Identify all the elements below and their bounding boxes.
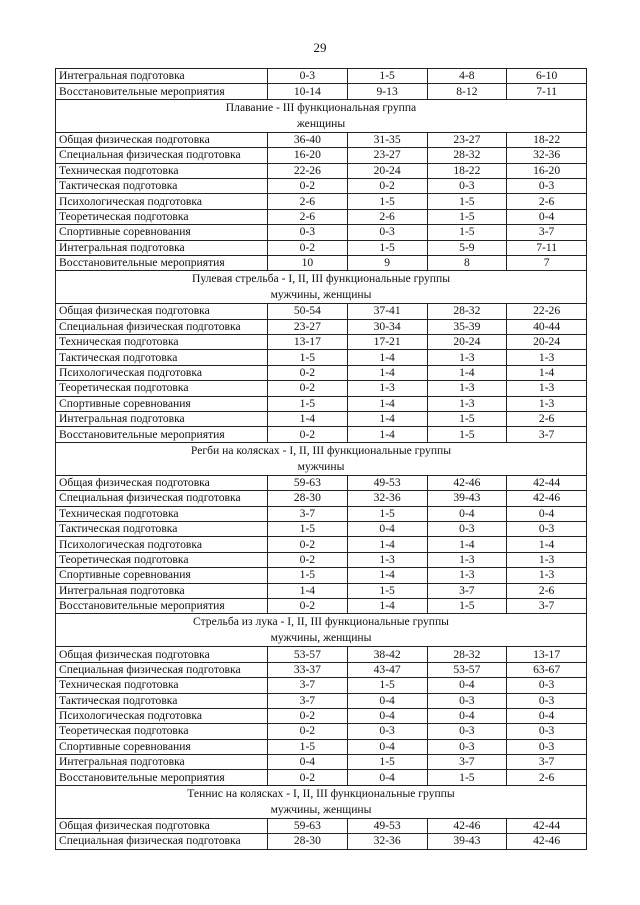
value-cell: 0-2 bbox=[268, 770, 348, 785]
value-cell: 1-5 bbox=[268, 521, 348, 536]
training-type-cell: Восстановительные мероприятия bbox=[56, 598, 268, 613]
value-cell: 39-43 bbox=[427, 491, 507, 506]
table-row bbox=[56, 240, 587, 255]
table-row bbox=[56, 255, 587, 270]
value-cell: 1-3 bbox=[507, 396, 587, 411]
table-row bbox=[56, 427, 587, 442]
training-type-cell: Специальная физическая подготовка bbox=[56, 834, 268, 849]
value-cell: 5-9 bbox=[427, 240, 507, 255]
value-cell: 0-4 bbox=[427, 678, 507, 693]
table-row bbox=[56, 412, 587, 427]
section-header-cell bbox=[56, 785, 587, 818]
value-cell: 59-63 bbox=[268, 475, 348, 490]
value-cell: 13-17 bbox=[268, 335, 348, 350]
value-cell: 3-7 bbox=[427, 583, 507, 598]
value-cell: 16-20 bbox=[507, 163, 587, 178]
value-cell: 0-2 bbox=[268, 708, 348, 723]
value-cell: 2-6 bbox=[268, 209, 348, 224]
value-cell: 7-11 bbox=[507, 84, 587, 99]
table-row bbox=[56, 365, 587, 380]
value-cell: 8 bbox=[427, 255, 507, 270]
table-row bbox=[56, 678, 587, 693]
training-type-cell: Общая физическая подготовка bbox=[56, 647, 268, 662]
table-row bbox=[56, 647, 587, 662]
training-type-cell: Теоретическая подготовка bbox=[56, 381, 268, 396]
training-type-cell: Техническая подготовка bbox=[56, 163, 268, 178]
value-cell: 0-4 bbox=[507, 708, 587, 723]
table-row bbox=[56, 304, 587, 319]
value-cell: 1-3 bbox=[427, 381, 507, 396]
training-type-cell: Интегральная подготовка bbox=[56, 755, 268, 770]
value-cell: 1-4 bbox=[347, 537, 427, 552]
value-cell: 17-21 bbox=[347, 335, 427, 350]
training-type-cell: Тактическая подготовка bbox=[56, 178, 268, 193]
value-cell: 42-44 bbox=[507, 475, 587, 490]
value-cell: 1-3 bbox=[427, 552, 507, 567]
table-row bbox=[56, 834, 587, 849]
value-cell: 9 bbox=[347, 255, 427, 270]
value-cell: 0-4 bbox=[427, 506, 507, 521]
training-type-cell: Специальная физическая подготовка bbox=[56, 662, 268, 677]
value-cell: 0-3 bbox=[507, 521, 587, 536]
training-type-cell: Психологическая подготовка bbox=[56, 537, 268, 552]
training-type-cell: Техническая подготовка bbox=[56, 678, 268, 693]
value-cell: 0-3 bbox=[507, 178, 587, 193]
value-cell: 1-4 bbox=[347, 568, 427, 583]
section-title-line: Стрельба из лука - I, II, III функциональные группы bbox=[193, 615, 449, 629]
table-row bbox=[56, 770, 587, 785]
value-cell: 37-41 bbox=[347, 304, 427, 319]
value-cell: 0-3 bbox=[507, 739, 587, 754]
value-cell: 22-26 bbox=[507, 304, 587, 319]
section-header-cell bbox=[56, 614, 587, 647]
value-cell: 0-4 bbox=[347, 693, 427, 708]
training-type-cell: Психологическая подготовка bbox=[56, 194, 268, 209]
table-row bbox=[56, 708, 587, 723]
value-cell: 0-3 bbox=[427, 739, 507, 754]
value-cell: 43-47 bbox=[347, 662, 427, 677]
value-cell: 2-6 bbox=[507, 194, 587, 209]
table-row bbox=[56, 194, 587, 209]
section-header-row bbox=[56, 614, 587, 647]
value-cell: 0-2 bbox=[268, 178, 348, 193]
section-title-line: Регби на колясках - I, II, III функциональные группы bbox=[190, 443, 452, 457]
value-cell: 10 bbox=[268, 255, 348, 270]
value-cell: 2-6 bbox=[507, 583, 587, 598]
value-cell: 33-37 bbox=[268, 662, 348, 677]
table-row bbox=[56, 491, 587, 506]
value-cell: 1-5 bbox=[268, 739, 348, 754]
training-type-cell: Интегральная подготовка bbox=[56, 583, 268, 598]
value-cell: 3-7 bbox=[507, 427, 587, 442]
value-cell: 23-27 bbox=[268, 319, 348, 334]
section-title-line: мужчины, женщины bbox=[270, 288, 372, 302]
table-row bbox=[56, 552, 587, 567]
value-cell: 3-7 bbox=[268, 693, 348, 708]
value-cell: 3-7 bbox=[427, 755, 507, 770]
table-row bbox=[56, 84, 587, 99]
training-type-cell: Восстановительные мероприятия bbox=[56, 84, 268, 99]
value-cell: 1-3 bbox=[427, 568, 507, 583]
value-cell: 4-8 bbox=[427, 69, 507, 84]
training-type-cell: Спортивные соревнования bbox=[56, 568, 268, 583]
table-row bbox=[56, 148, 587, 163]
value-cell: 1-3 bbox=[427, 396, 507, 411]
value-cell: 1-4 bbox=[347, 396, 427, 411]
value-cell: 1-3 bbox=[507, 552, 587, 567]
value-cell: 0-2 bbox=[347, 178, 427, 193]
value-cell: 16-20 bbox=[268, 148, 348, 163]
value-cell: 1-5 bbox=[347, 506, 427, 521]
page-number: 29 bbox=[313, 40, 327, 55]
value-cell: 0-4 bbox=[507, 506, 587, 521]
value-cell: 3-7 bbox=[507, 225, 587, 240]
training-type-cell: Интегральная подготовка bbox=[56, 69, 268, 84]
value-cell: 0-2 bbox=[268, 240, 348, 255]
value-cell: 0-2 bbox=[268, 598, 348, 613]
value-cell: 23-27 bbox=[427, 132, 507, 147]
training-type-cell: Общая физическая подготовка bbox=[56, 475, 268, 490]
table-row bbox=[56, 598, 587, 613]
training-distribution-table bbox=[55, 68, 587, 850]
value-cell: 1-4 bbox=[268, 412, 348, 427]
table-row bbox=[56, 69, 587, 84]
section-title-line: мужчины, женщины bbox=[270, 631, 372, 645]
value-cell: 0-3 bbox=[507, 724, 587, 739]
training-type-cell: Интегральная подготовка bbox=[56, 240, 268, 255]
value-cell: 0-3 bbox=[347, 225, 427, 240]
value-cell: 1-5 bbox=[347, 583, 427, 598]
table-row bbox=[56, 739, 587, 754]
value-cell: 0-3 bbox=[427, 693, 507, 708]
value-cell: 0-2 bbox=[268, 427, 348, 442]
value-cell: 22-26 bbox=[268, 163, 348, 178]
value-cell: 1-5 bbox=[427, 225, 507, 240]
training-type-cell: Психологическая подготовка bbox=[56, 365, 268, 380]
value-cell: 1-3 bbox=[347, 552, 427, 567]
value-cell: 49-53 bbox=[347, 475, 427, 490]
value-cell: 2-6 bbox=[347, 209, 427, 224]
value-cell: 42-46 bbox=[507, 491, 587, 506]
value-cell: 32-36 bbox=[347, 491, 427, 506]
value-cell: 63-67 bbox=[507, 662, 587, 677]
value-cell: 7 bbox=[507, 255, 587, 270]
training-type-cell: Общая физическая подготовка bbox=[56, 818, 268, 833]
training-type-cell: Техническая подготовка bbox=[56, 506, 268, 521]
value-cell: 1-3 bbox=[347, 381, 427, 396]
value-cell: 1-4 bbox=[347, 365, 427, 380]
section-title-line: мужчины bbox=[297, 459, 345, 473]
value-cell: 3-7 bbox=[268, 506, 348, 521]
training-type-cell: Восстановительные мероприятия bbox=[56, 255, 268, 270]
value-cell: 40-44 bbox=[507, 319, 587, 334]
table-row bbox=[56, 693, 587, 708]
training-type-cell: Тактическая подготовка bbox=[56, 693, 268, 708]
value-cell: 0-2 bbox=[268, 537, 348, 552]
value-cell: 18-22 bbox=[507, 132, 587, 147]
training-type-cell: Психологическая подготовка bbox=[56, 708, 268, 723]
value-cell: 0-4 bbox=[268, 755, 348, 770]
value-cell: 0-2 bbox=[268, 724, 348, 739]
value-cell: 0-4 bbox=[347, 739, 427, 754]
table-row bbox=[56, 537, 587, 552]
value-cell: 13-17 bbox=[507, 647, 587, 662]
value-cell: 32-36 bbox=[347, 834, 427, 849]
table-row bbox=[56, 178, 587, 193]
value-cell: 7-11 bbox=[507, 240, 587, 255]
value-cell: 0-4 bbox=[347, 770, 427, 785]
value-cell: 53-57 bbox=[268, 647, 348, 662]
value-cell: 0-3 bbox=[507, 693, 587, 708]
value-cell: 32-36 bbox=[507, 148, 587, 163]
value-cell: 3-7 bbox=[268, 678, 348, 693]
value-cell: 1-5 bbox=[268, 568, 348, 583]
value-cell: 1-4 bbox=[347, 412, 427, 427]
value-cell: 0-2 bbox=[268, 552, 348, 567]
value-cell: 0-2 bbox=[268, 365, 348, 380]
section-header-row bbox=[56, 99, 587, 132]
value-cell: 1-5 bbox=[427, 412, 507, 427]
value-cell: 1-5 bbox=[347, 69, 427, 84]
value-cell: 1-4 bbox=[347, 350, 427, 365]
value-cell: 1-5 bbox=[347, 194, 427, 209]
training-type-cell: Теоретическая подготовка bbox=[56, 724, 268, 739]
value-cell: 0-3 bbox=[347, 724, 427, 739]
value-cell: 49-53 bbox=[347, 818, 427, 833]
table-row bbox=[56, 521, 587, 536]
value-cell: 28-30 bbox=[268, 834, 348, 849]
value-cell: 0-3 bbox=[427, 178, 507, 193]
value-cell: 50-54 bbox=[268, 304, 348, 319]
value-cell: 28-32 bbox=[427, 148, 507, 163]
training-type-cell: Спортивные соревнования bbox=[56, 739, 268, 754]
value-cell: 23-27 bbox=[347, 148, 427, 163]
value-cell: 0-4 bbox=[347, 708, 427, 723]
section-title-line: женщины bbox=[296, 116, 346, 130]
value-cell: 8-12 bbox=[427, 84, 507, 99]
training-type-cell: Теоретическая подготовка bbox=[56, 209, 268, 224]
value-cell: 1-5 bbox=[427, 194, 507, 209]
value-cell: 3-7 bbox=[507, 598, 587, 613]
value-cell: 53-57 bbox=[427, 662, 507, 677]
value-cell: 1-5 bbox=[347, 755, 427, 770]
training-type-cell: Общая физическая подготовка bbox=[56, 132, 268, 147]
value-cell: 42-46 bbox=[427, 818, 507, 833]
value-cell: 1-4 bbox=[268, 583, 348, 598]
table-row bbox=[56, 319, 587, 334]
value-cell: 0-2 bbox=[268, 381, 348, 396]
value-cell: 28-30 bbox=[268, 491, 348, 506]
table-row bbox=[56, 724, 587, 739]
value-cell: 1-5 bbox=[347, 678, 427, 693]
value-cell: 1-3 bbox=[507, 568, 587, 583]
value-cell: 42-46 bbox=[507, 834, 587, 849]
table-row bbox=[56, 209, 587, 224]
section-header-row bbox=[56, 785, 587, 818]
value-cell: 1-4 bbox=[347, 427, 427, 442]
training-type-cell: Общая физическая подготовка bbox=[56, 304, 268, 319]
value-cell: 2-6 bbox=[507, 412, 587, 427]
value-cell: 1-5 bbox=[427, 427, 507, 442]
value-cell: 9-13 bbox=[347, 84, 427, 99]
section-header-row bbox=[56, 271, 587, 304]
section-header-cell bbox=[56, 99, 587, 132]
value-cell: 10-14 bbox=[268, 84, 348, 99]
table-row bbox=[56, 818, 587, 833]
value-cell: 1-4 bbox=[507, 537, 587, 552]
section-title-line: Теннис на колясках - I, II, III функциональные группы bbox=[187, 786, 455, 800]
value-cell: 1-3 bbox=[507, 381, 587, 396]
training-type-cell: Спортивные соревнования bbox=[56, 225, 268, 240]
section-title-line: Плавание - III функциональная группа bbox=[225, 100, 417, 114]
value-cell: 1-4 bbox=[507, 365, 587, 380]
section-header-row bbox=[56, 442, 587, 475]
section-title-line: Пулевая стрельба - I, II, III функциональные группы bbox=[191, 272, 451, 286]
section-title-line: мужчины, женщины bbox=[270, 802, 372, 816]
value-cell: 42-44 bbox=[507, 818, 587, 833]
value-cell: 28-32 bbox=[427, 304, 507, 319]
table-row bbox=[56, 163, 587, 178]
value-cell: 1-5 bbox=[268, 396, 348, 411]
training-type-cell: Специальная физическая подготовка bbox=[56, 148, 268, 163]
table-row bbox=[56, 662, 587, 677]
value-cell: 0-3 bbox=[427, 724, 507, 739]
value-cell: 1-5 bbox=[347, 240, 427, 255]
training-type-cell: Техническая подготовка bbox=[56, 335, 268, 350]
value-cell: 20-24 bbox=[427, 335, 507, 350]
value-cell: 0-3 bbox=[427, 521, 507, 536]
training-type-cell: Спортивные соревнования bbox=[56, 396, 268, 411]
value-cell: 1-4 bbox=[427, 365, 507, 380]
training-type-cell: Теоретическая подготовка bbox=[56, 552, 268, 567]
training-type-cell: Восстановительные мероприятия bbox=[56, 427, 268, 442]
value-cell: 35-39 bbox=[427, 319, 507, 334]
value-cell: 3-7 bbox=[507, 755, 587, 770]
section-header-cell bbox=[56, 442, 587, 475]
value-cell: 30-34 bbox=[347, 319, 427, 334]
table-row bbox=[56, 475, 587, 490]
table-row bbox=[56, 132, 587, 147]
training-type-cell: Восстановительные мероприятия bbox=[56, 770, 268, 785]
table-row bbox=[56, 381, 587, 396]
table-body bbox=[56, 69, 587, 850]
value-cell: 39-43 bbox=[427, 834, 507, 849]
table-row bbox=[56, 583, 587, 598]
value-cell: 0-4 bbox=[347, 521, 427, 536]
value-cell: 28-32 bbox=[427, 647, 507, 662]
value-cell: 6-10 bbox=[507, 69, 587, 84]
training-type-cell: Специальная физическая подготовка bbox=[56, 319, 268, 334]
training-type-cell: Интегральная подготовка bbox=[56, 412, 268, 427]
value-cell: 38-42 bbox=[347, 647, 427, 662]
training-type-cell: Тактическая подготовка bbox=[56, 521, 268, 536]
section-header-cell bbox=[56, 271, 587, 304]
value-cell: 0-4 bbox=[427, 708, 507, 723]
value-cell: 2-6 bbox=[268, 194, 348, 209]
value-cell: 1-4 bbox=[347, 598, 427, 613]
value-cell: 1-5 bbox=[427, 770, 507, 785]
table-row bbox=[56, 350, 587, 365]
table-row bbox=[56, 335, 587, 350]
value-cell: 1-3 bbox=[507, 350, 587, 365]
value-cell: 31-35 bbox=[347, 132, 427, 147]
table-row bbox=[56, 755, 587, 770]
table-row bbox=[56, 506, 587, 521]
table-row bbox=[56, 568, 587, 583]
value-cell: 1-5 bbox=[427, 209, 507, 224]
value-cell: 20-24 bbox=[507, 335, 587, 350]
value-cell: 18-22 bbox=[427, 163, 507, 178]
value-cell: 59-63 bbox=[268, 818, 348, 833]
value-cell: 2-6 bbox=[507, 770, 587, 785]
value-cell: 1-3 bbox=[427, 350, 507, 365]
value-cell: 42-46 bbox=[427, 475, 507, 490]
value-cell: 1-5 bbox=[427, 598, 507, 613]
value-cell: 0-3 bbox=[507, 678, 587, 693]
table-row bbox=[56, 396, 587, 411]
value-cell: 0-4 bbox=[507, 209, 587, 224]
value-cell: 0-3 bbox=[268, 225, 348, 240]
training-type-cell: Тактическая подготовка bbox=[56, 350, 268, 365]
value-cell: 36-40 bbox=[268, 132, 348, 147]
value-cell: 1-5 bbox=[268, 350, 348, 365]
table-row bbox=[56, 225, 587, 240]
value-cell: 0-3 bbox=[268, 69, 348, 84]
value-cell: 20-24 bbox=[347, 163, 427, 178]
value-cell: 1-4 bbox=[427, 537, 507, 552]
training-type-cell: Специальная физическая подготовка bbox=[56, 491, 268, 506]
